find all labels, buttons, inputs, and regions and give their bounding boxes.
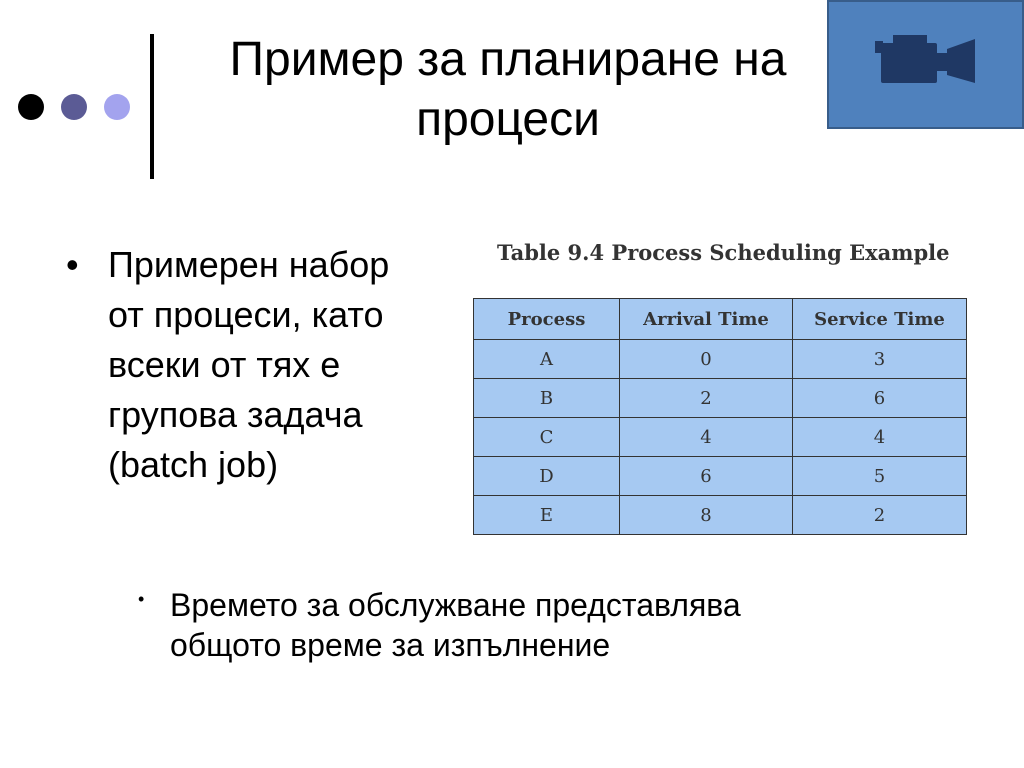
bullet-line: (batch job) — [108, 444, 279, 485]
cell-service: 5 — [793, 457, 967, 496]
title-line-2: процеси — [416, 93, 600, 146]
header-service-time: Service Time — [793, 299, 967, 340]
cell-arrival: 2 — [620, 379, 793, 418]
bullet-line: от процеси, като — [108, 294, 384, 335]
bullet-line: всеки от тях е — [108, 344, 341, 385]
cell-process: A — [474, 340, 620, 379]
cell-process: C — [474, 418, 620, 457]
decor-dot-black — [18, 94, 44, 120]
header-process: Process — [474, 299, 620, 340]
table-row — [474, 340, 967, 379]
table-header-row — [474, 299, 967, 340]
process-scheduling-table — [473, 298, 967, 535]
sub-bullet-line: общото време за изпълнение — [170, 627, 611, 663]
decor-dot-purple — [61, 94, 87, 120]
table-row — [474, 457, 967, 496]
header-arrival-time: Arrival Time — [620, 299, 793, 340]
sub-bullet-line: Времето за обслужване представлява — [170, 587, 741, 623]
table-caption: Table 9.4 Process Scheduling Example — [497, 240, 950, 265]
cell-process: D — [474, 457, 620, 496]
cell-service: 3 — [793, 340, 967, 379]
video-play-button[interactable] — [827, 0, 1024, 129]
title-line-1: Пример за планиране на — [229, 33, 787, 86]
cell-service: 2 — [793, 496, 967, 535]
cell-arrival: 4 — [620, 418, 793, 457]
sub-bullet-text — [170, 585, 930, 665]
sub-bullet-mark: • — [138, 589, 145, 609]
decor-dot-lavender — [104, 94, 130, 120]
cell-arrival: 8 — [620, 496, 793, 535]
table-row — [474, 418, 967, 457]
slide-title — [158, 30, 858, 150]
cell-process: B — [474, 379, 620, 418]
table-row — [474, 379, 967, 418]
cell-service: 4 — [793, 418, 967, 457]
cell-arrival: 6 — [620, 457, 793, 496]
table-row — [474, 496, 967, 535]
cell-arrival: 0 — [620, 340, 793, 379]
title-divider — [150, 34, 154, 179]
cell-service: 6 — [793, 379, 967, 418]
bullet-mark: • — [66, 244, 79, 285]
bullet-text — [108, 240, 468, 490]
bullet-line: групова задача — [108, 394, 363, 435]
bullet-line: Примерен набор — [108, 244, 390, 285]
video-camera-icon — [875, 35, 977, 87]
cell-process: E — [474, 496, 620, 535]
